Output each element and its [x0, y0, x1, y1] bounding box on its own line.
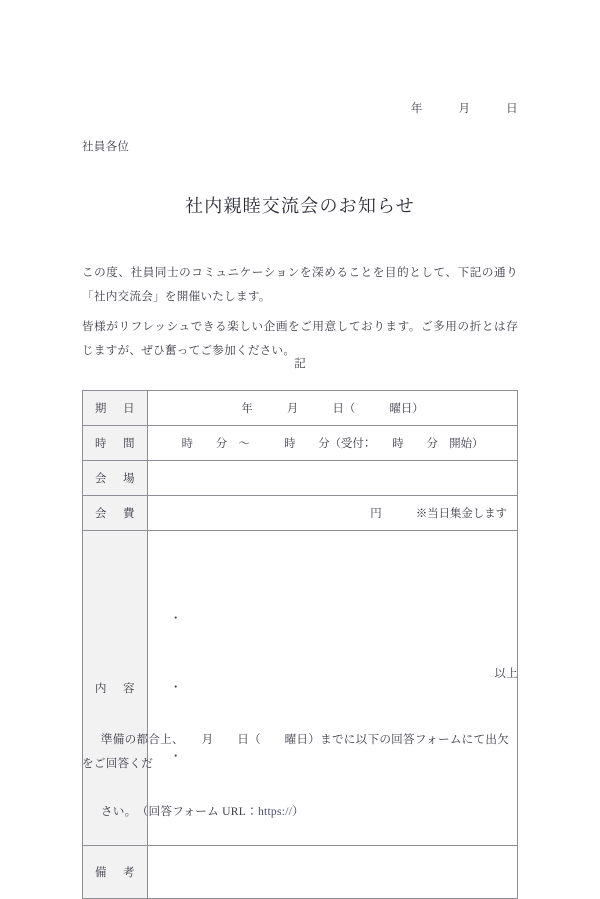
label-char-2: 容 — [123, 683, 135, 695]
label-char-2: 間 — [123, 438, 135, 450]
label-char-1: 時 — [95, 438, 107, 450]
body-paragraph-2: 皆様がリフレッシュできる楽しい企画をご用意しております。ご多用の折とは存じますが、ぜひ奮ってご参加ください。 — [82, 319, 518, 357]
ki-marker: 記 — [294, 357, 306, 370]
label-char-1: 会 — [95, 473, 107, 485]
table-cell-date-value[interactable]: 年 月 日（ 曜日） — [148, 391, 518, 426]
label-char-2: 場 — [123, 473, 135, 485]
label-char-2: 日 — [123, 403, 135, 415]
closing-paragraph-line2-prefix: さい。 （回答フォーム URL： — [100, 805, 258, 818]
page-title: 社内親睦交流会のお知らせ — [185, 196, 415, 216]
table-cell-time-value[interactable]: 時 分 ～ 時 分（受付： 時 分 開始） — [148, 426, 518, 461]
table-row — [83, 426, 518, 461]
table-row — [83, 496, 518, 531]
table-row — [83, 461, 518, 496]
table-row-label-time — [83, 426, 148, 461]
table-cell-remarks-value[interactable] — [148, 846, 518, 899]
table-row-label-remarks — [83, 846, 148, 899]
table-row-label-fee — [83, 496, 148, 531]
document-addressee: 社員各位 — [82, 141, 130, 153]
closing-paragraph-line1: 準備の都合上、 月 日（ 曜日）までに以下の回答フォームにて出欠をご回答くだ — [82, 733, 510, 770]
label-char-1: 備 — [95, 867, 107, 879]
list-item[interactable]: ・ — [170, 751, 182, 763]
list-item[interactable]: ・ — [170, 613, 182, 625]
closing-paragraph-line2-suffix: ） — [292, 805, 305, 818]
closing-paragraph — [82, 704, 518, 848]
label-char-1: 会 — [95, 508, 107, 520]
document-date-line: 年 月 日 — [410, 103, 518, 115]
label-char-1: 内 — [95, 683, 107, 695]
response-form-url[interactable]: https:// — [257, 805, 293, 818]
table-row — [83, 391, 518, 426]
table-row-label-venue — [83, 461, 148, 496]
table-row — [83, 846, 518, 899]
closing-marker: 以上 — [494, 668, 518, 680]
list-item[interactable]: ・ — [170, 682, 182, 694]
table-cell-venue-value[interactable] — [148, 461, 518, 496]
label-char-2: 考 — [123, 867, 135, 879]
body-paragraph-1: この度、社員同士のコミュニケーションを深めることを目的として、下記の通り「社内交流会」を開催いたします。 — [82, 265, 518, 303]
label-char-2: 費 — [123, 508, 135, 520]
table-row-label-date — [83, 391, 148, 426]
label-char-1: 期 — [95, 403, 107, 415]
table-cell-fee-value[interactable]: 円 ※当日集金します — [148, 496, 518, 531]
